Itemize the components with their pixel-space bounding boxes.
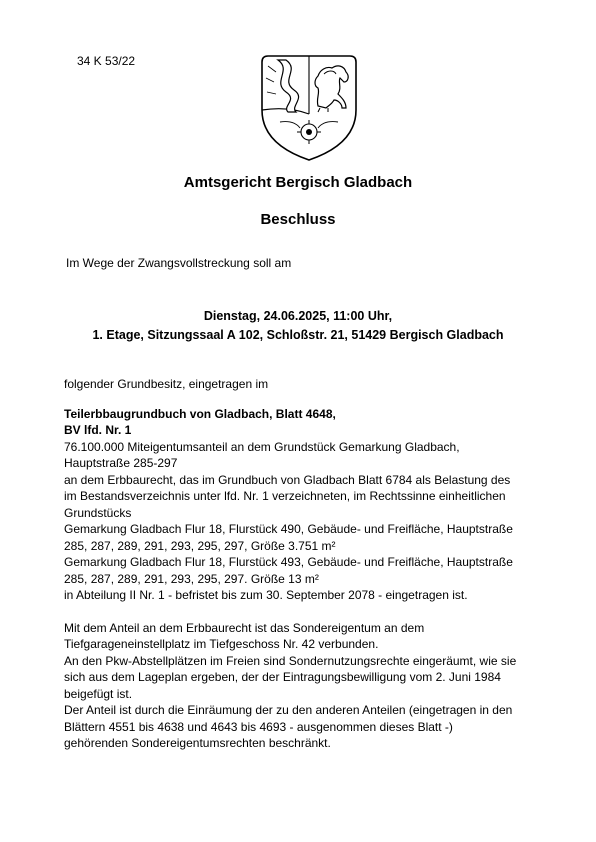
property-line: Hauptstraße 285-297 (64, 456, 178, 470)
property-line: Grundstücks (64, 505, 132, 520)
property-line: an dem Erbbaurecht, das im Grundbuch von Gladbach Blatt 6784 als Belastung des (64, 472, 511, 487)
appointment-location: 1. Etage, Sitzungssaal A 102, Schloßstr. 21, 51429 Bergisch Gladbach (92, 328, 504, 342)
detail-line: Mit dem Anteil an dem Erbbaurecht ist das Sondereigentum an dem (64, 620, 425, 635)
detail-line: sich aus dem Lageplan ergeben, der der Eintragungsbewilligung vom 2. Juni 1984 (64, 670, 501, 684)
detail-line: Blättern 4551 bis 4638 und 4643 bis 4693 - ausgenommen dieses Blatt -) (64, 719, 453, 734)
property-line: in Abteilung II Nr. 1 - befristet bis zum 30. September 2078 - eingetragen ist. (64, 588, 468, 602)
detail-line: An den Pkw-Abstellplätzen im Freien sind Sondernutzungsrechte eingeräumt, wie sie (64, 653, 517, 668)
case-number: 34 K 53/22 (77, 54, 136, 68)
property-line: Gemarkung Gladbach Flur 18, Flurstück 493, Gebäude- und Freifläche, Hauptstraße (64, 555, 513, 569)
property-line: 285, 287, 289, 291, 293, 295, 297, Größe 3.751 m² (64, 538, 336, 553)
property-intro: folgender Grundbesitz, eingetragen im (64, 377, 269, 391)
property-line: 285, 287, 289, 291, 293, 295, 297. Größe 13 m² (64, 571, 319, 586)
appointment-date: Dienstag, 24.06.2025, 11:00 Uhr, (203, 309, 393, 323)
detail-line: Tiefgarageneinstellplatz im Tiefgeschoss Nr. 42 verbunden. (64, 637, 379, 651)
detail-line: gehörenden Sondereigentumsrechten beschränkt. (64, 736, 331, 750)
land-register: Teilerbbaugrundbuch von Gladbach, Blatt 4648, (64, 406, 336, 421)
intro-text: Im Wege der Zwangsvollstreckung soll am (66, 256, 292, 270)
document-type: Beschluss (260, 211, 336, 228)
detail-line: beigefügt ist. (64, 686, 133, 701)
property-line: Gemarkung Gladbach Flur 18, Flurstück 490, Gebäude- und Freifläche, Hauptstraße (64, 522, 513, 536)
property-line: im Bestandsverzeichnis unter lfd. Nr. 1 verzeichneten, im Rechtssinne einheitlichen (64, 489, 506, 503)
document-body (64, 376, 542, 752)
court-name: Amtsgericht Bergisch Gladbach (183, 174, 413, 191)
property-line: 76.100.000 Miteigentumsanteil an dem Grundstück Gemarkung Gladbach, (64, 439, 460, 454)
detail-line: Der Anteil ist durch die Einräumung der zu den anderen Anteilen (eingetragen in den (64, 703, 513, 717)
coat-of-arms-icon (258, 48, 360, 162)
bv-number: BV lfd. Nr. 1 (64, 423, 132, 437)
